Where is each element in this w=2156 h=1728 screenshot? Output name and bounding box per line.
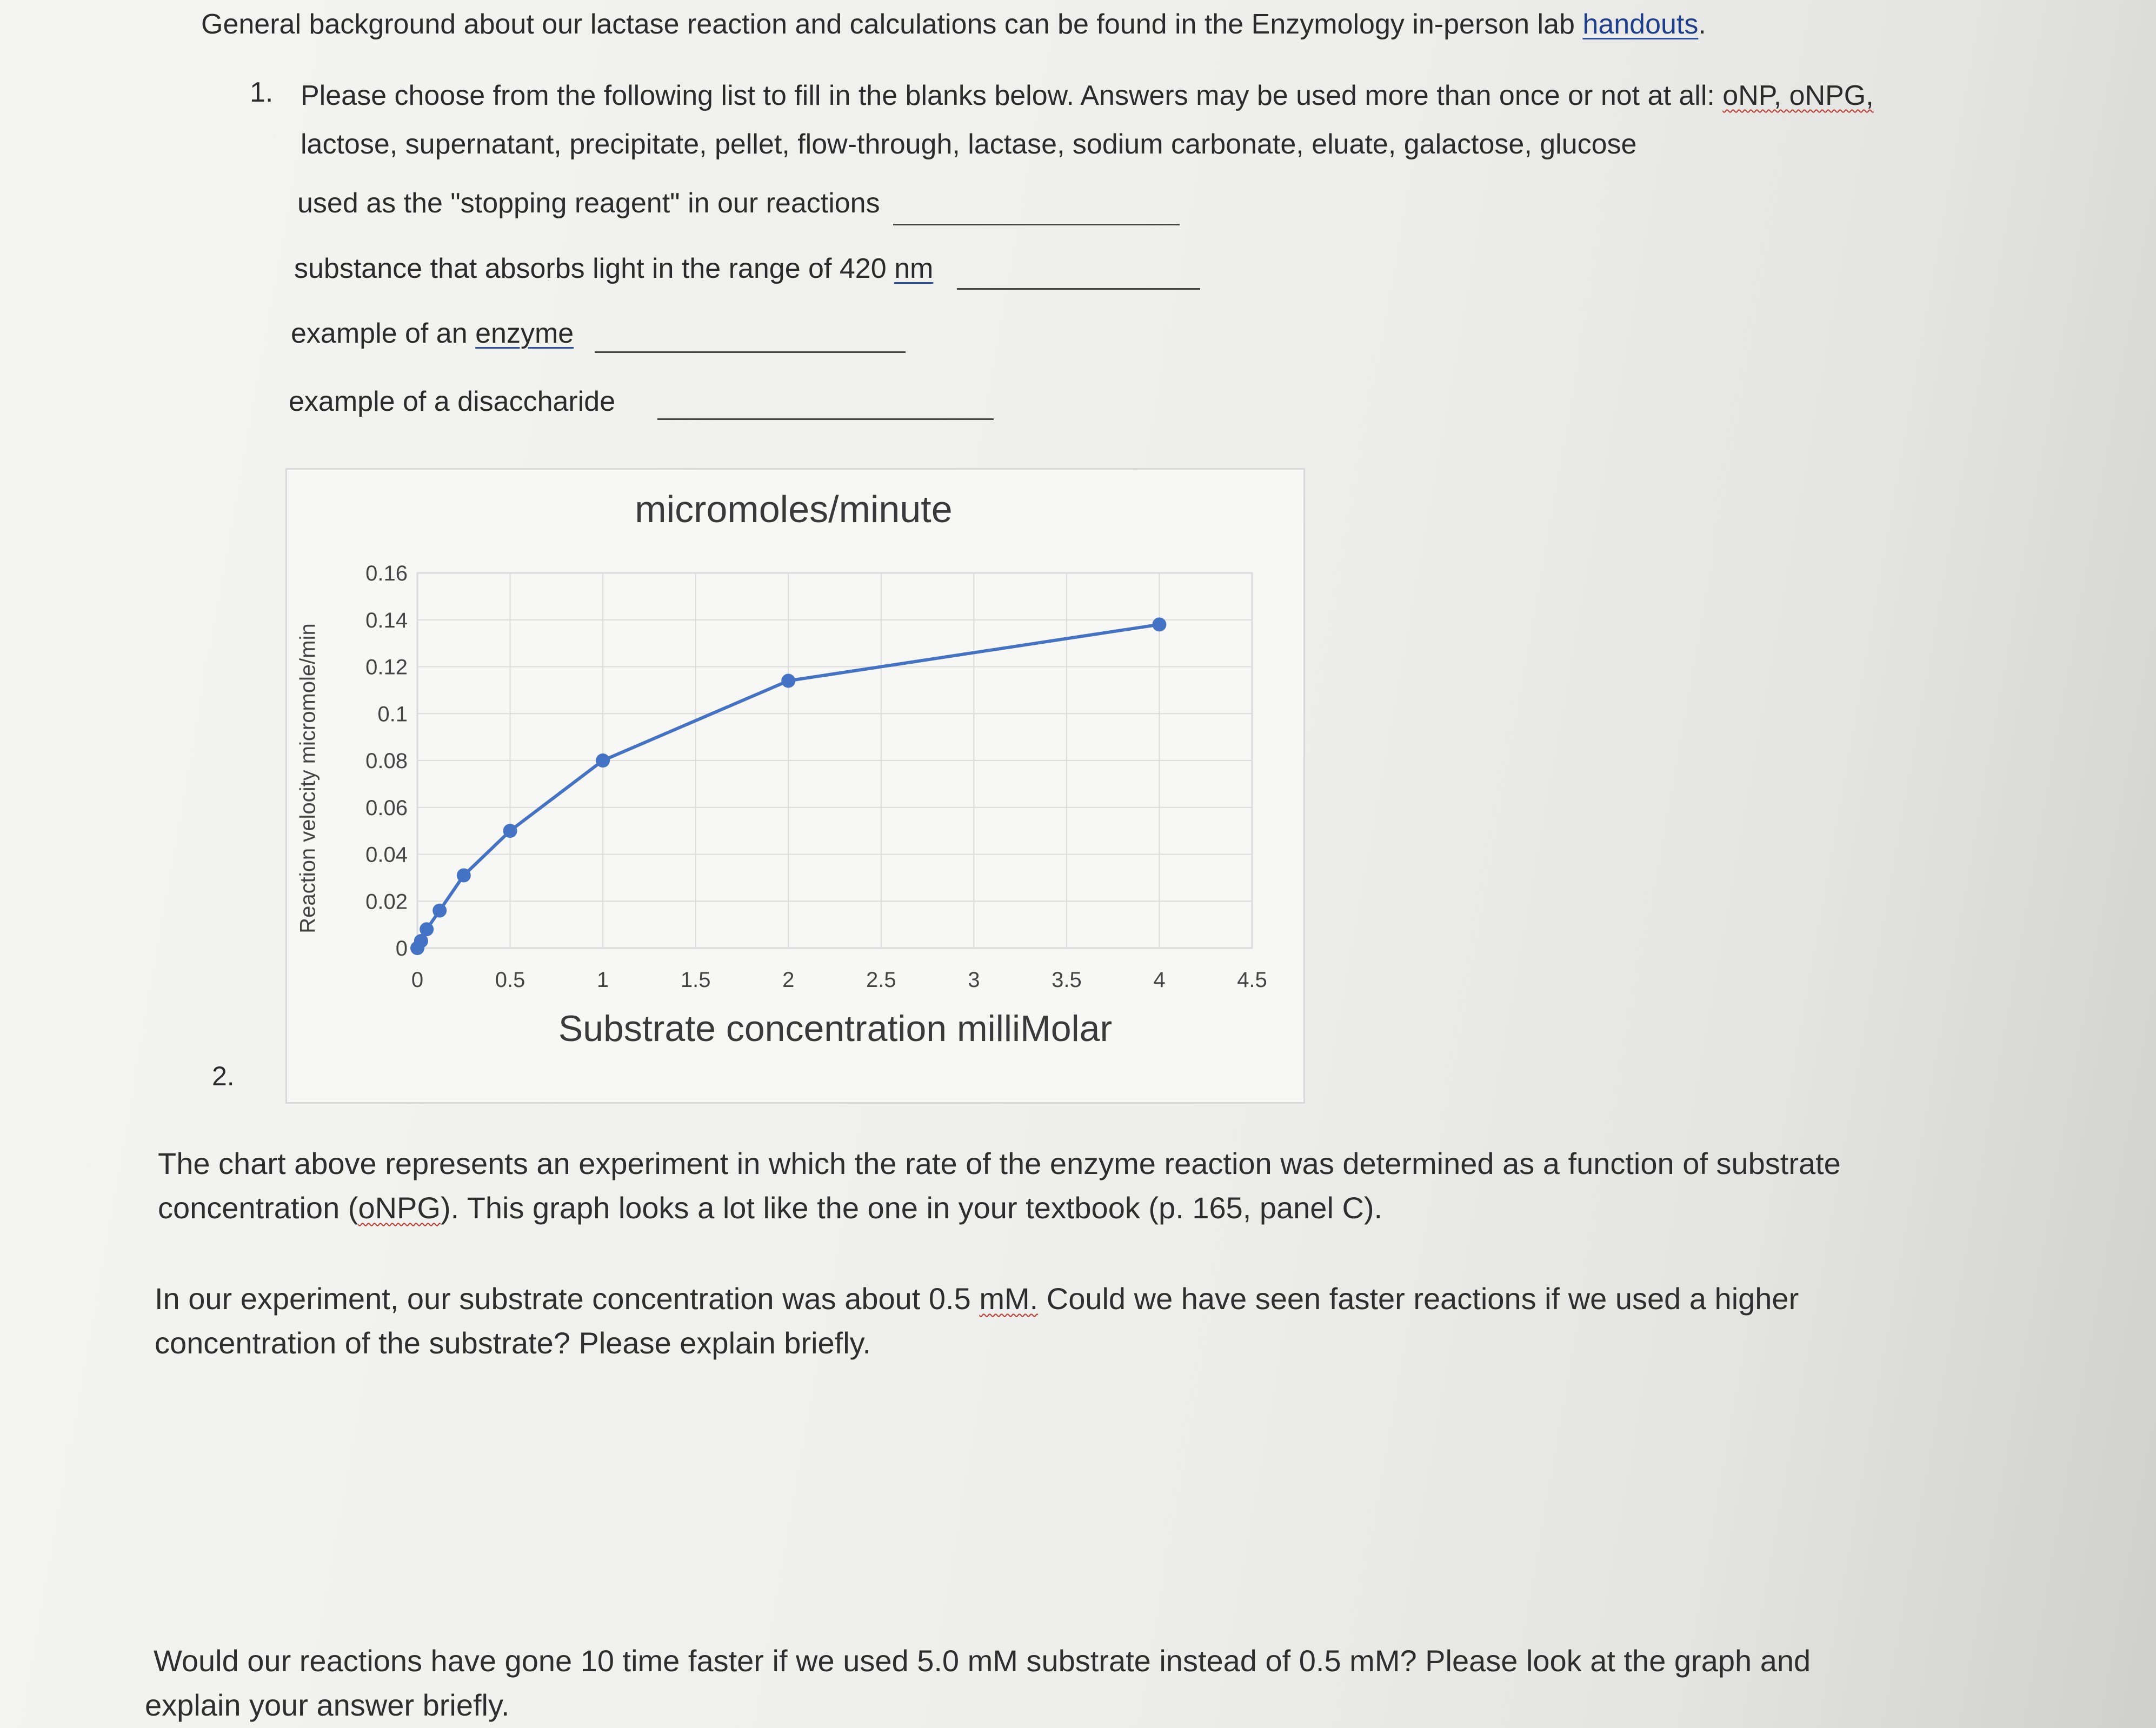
q2-para2-line1-b: Could we have seen faster reactions if we used a higher [1046,1282,1799,1316]
question1-number: 1. [250,77,274,108]
enzyme-word: enzyme [475,318,574,349]
onpg-squiggly: oNPG [358,1191,441,1225]
question1-line1-squiggly: oNP, oNPG, [1722,80,1874,111]
question2-number: 2. [212,1061,235,1091]
x-tick-label: 4 [1153,968,1166,992]
y-tick-label: 0.02 [365,890,408,914]
q2-para2-line2: concentration of the substrate? Please explain briefly. [155,1326,871,1360]
y-tick-label: 0.1 [377,702,408,726]
question1-line2: lactose, supernatant, precipitate, pellet, flow-through, lactase, sodium carbonate, eluate, galactose, glucose [301,129,1637,160]
blank-stopping-reagent-label: used as the "stopping reagent" in our reactions [297,188,880,219]
blank-disaccharide-label: example of a disaccharide [289,386,616,417]
data-point [781,674,795,688]
q2-para1-line2-a: concentration ( [158,1191,358,1225]
blank-enzyme-text: example of an [291,318,468,349]
chart-x-axis-label: Substrate concentration milliMolar [558,1008,1113,1049]
chart-title: micromoles/minute [635,488,953,530]
data-point [457,869,471,883]
data-point [1152,617,1166,631]
y-tick-label: 0.04 [365,843,408,867]
q2-para2-line1-a: In our experiment, our substrate concentration was about 0.5 [155,1282,971,1316]
y-tick-label: 0.12 [365,655,408,679]
y-tick-label: 0.16 [365,562,408,585]
x-tick-label: 1.5 [680,968,711,992]
mm-squiggly: mM. [979,1282,1039,1316]
data-point [432,904,447,918]
x-tick-label: 3.5 [1052,968,1082,992]
q2-para2-line1 [155,1277,1799,1321]
x-tick-label: 2 [782,968,795,992]
q2-para1-line2-b: ). This graph looks a lot like the one in your textbook (p. 165, panel C). [440,1191,1383,1225]
question1-line1-text: Please choose from the following list to fill in the blanks below. Answers may be used more than once or not at all: [301,80,1715,111]
q2-para3-line1: Would our reactions have gone 10 time faster if we used 5.0 mM substrate instead of 0.5 mM? Please look at the graph and [154,1644,1811,1678]
x-tick-label: 3 [968,968,980,992]
y-tick-label: 0.08 [365,749,408,773]
data-point [503,824,517,838]
y-tick-label: 0.06 [365,796,408,820]
x-tick-label: 4.5 [1237,968,1267,992]
q2-para1-line1: The chart above represents an experiment in which the rate of the enzyme reaction was determined as a function of substrate [158,1146,1841,1180]
x-tick-label: 0 [411,968,424,992]
x-tick-label: 1 [596,968,609,992]
chart-y-axis-label: Reaction velocity micromole/min [296,623,320,933]
q2-para3-line2: explain your answer briefly. [145,1688,510,1722]
intro-body: General background about our lactase reaction and calculations can be found in the Enzymology in-person lab [201,9,1575,40]
q2-para1-line2 [158,1186,1841,1230]
data-point [420,922,434,936]
nm-unit: nm [894,253,934,284]
y-tick-label: 0 [395,937,408,960]
y-tick-label: 0.14 [365,608,408,632]
q2-para1 [158,1142,1841,1230]
intro-after: . [1698,9,1706,40]
data-point [596,753,610,768]
x-tick-label: 0.5 [495,968,525,992]
handouts-link[interactable]: handouts [1582,9,1699,40]
x-tick-label: 2.5 [866,968,896,992]
blank-absorbs-text: substance that absorbs light in the range of 420 [294,253,887,284]
q2-para2 [155,1277,1799,1365]
q2-para3 [145,1639,1811,1727]
